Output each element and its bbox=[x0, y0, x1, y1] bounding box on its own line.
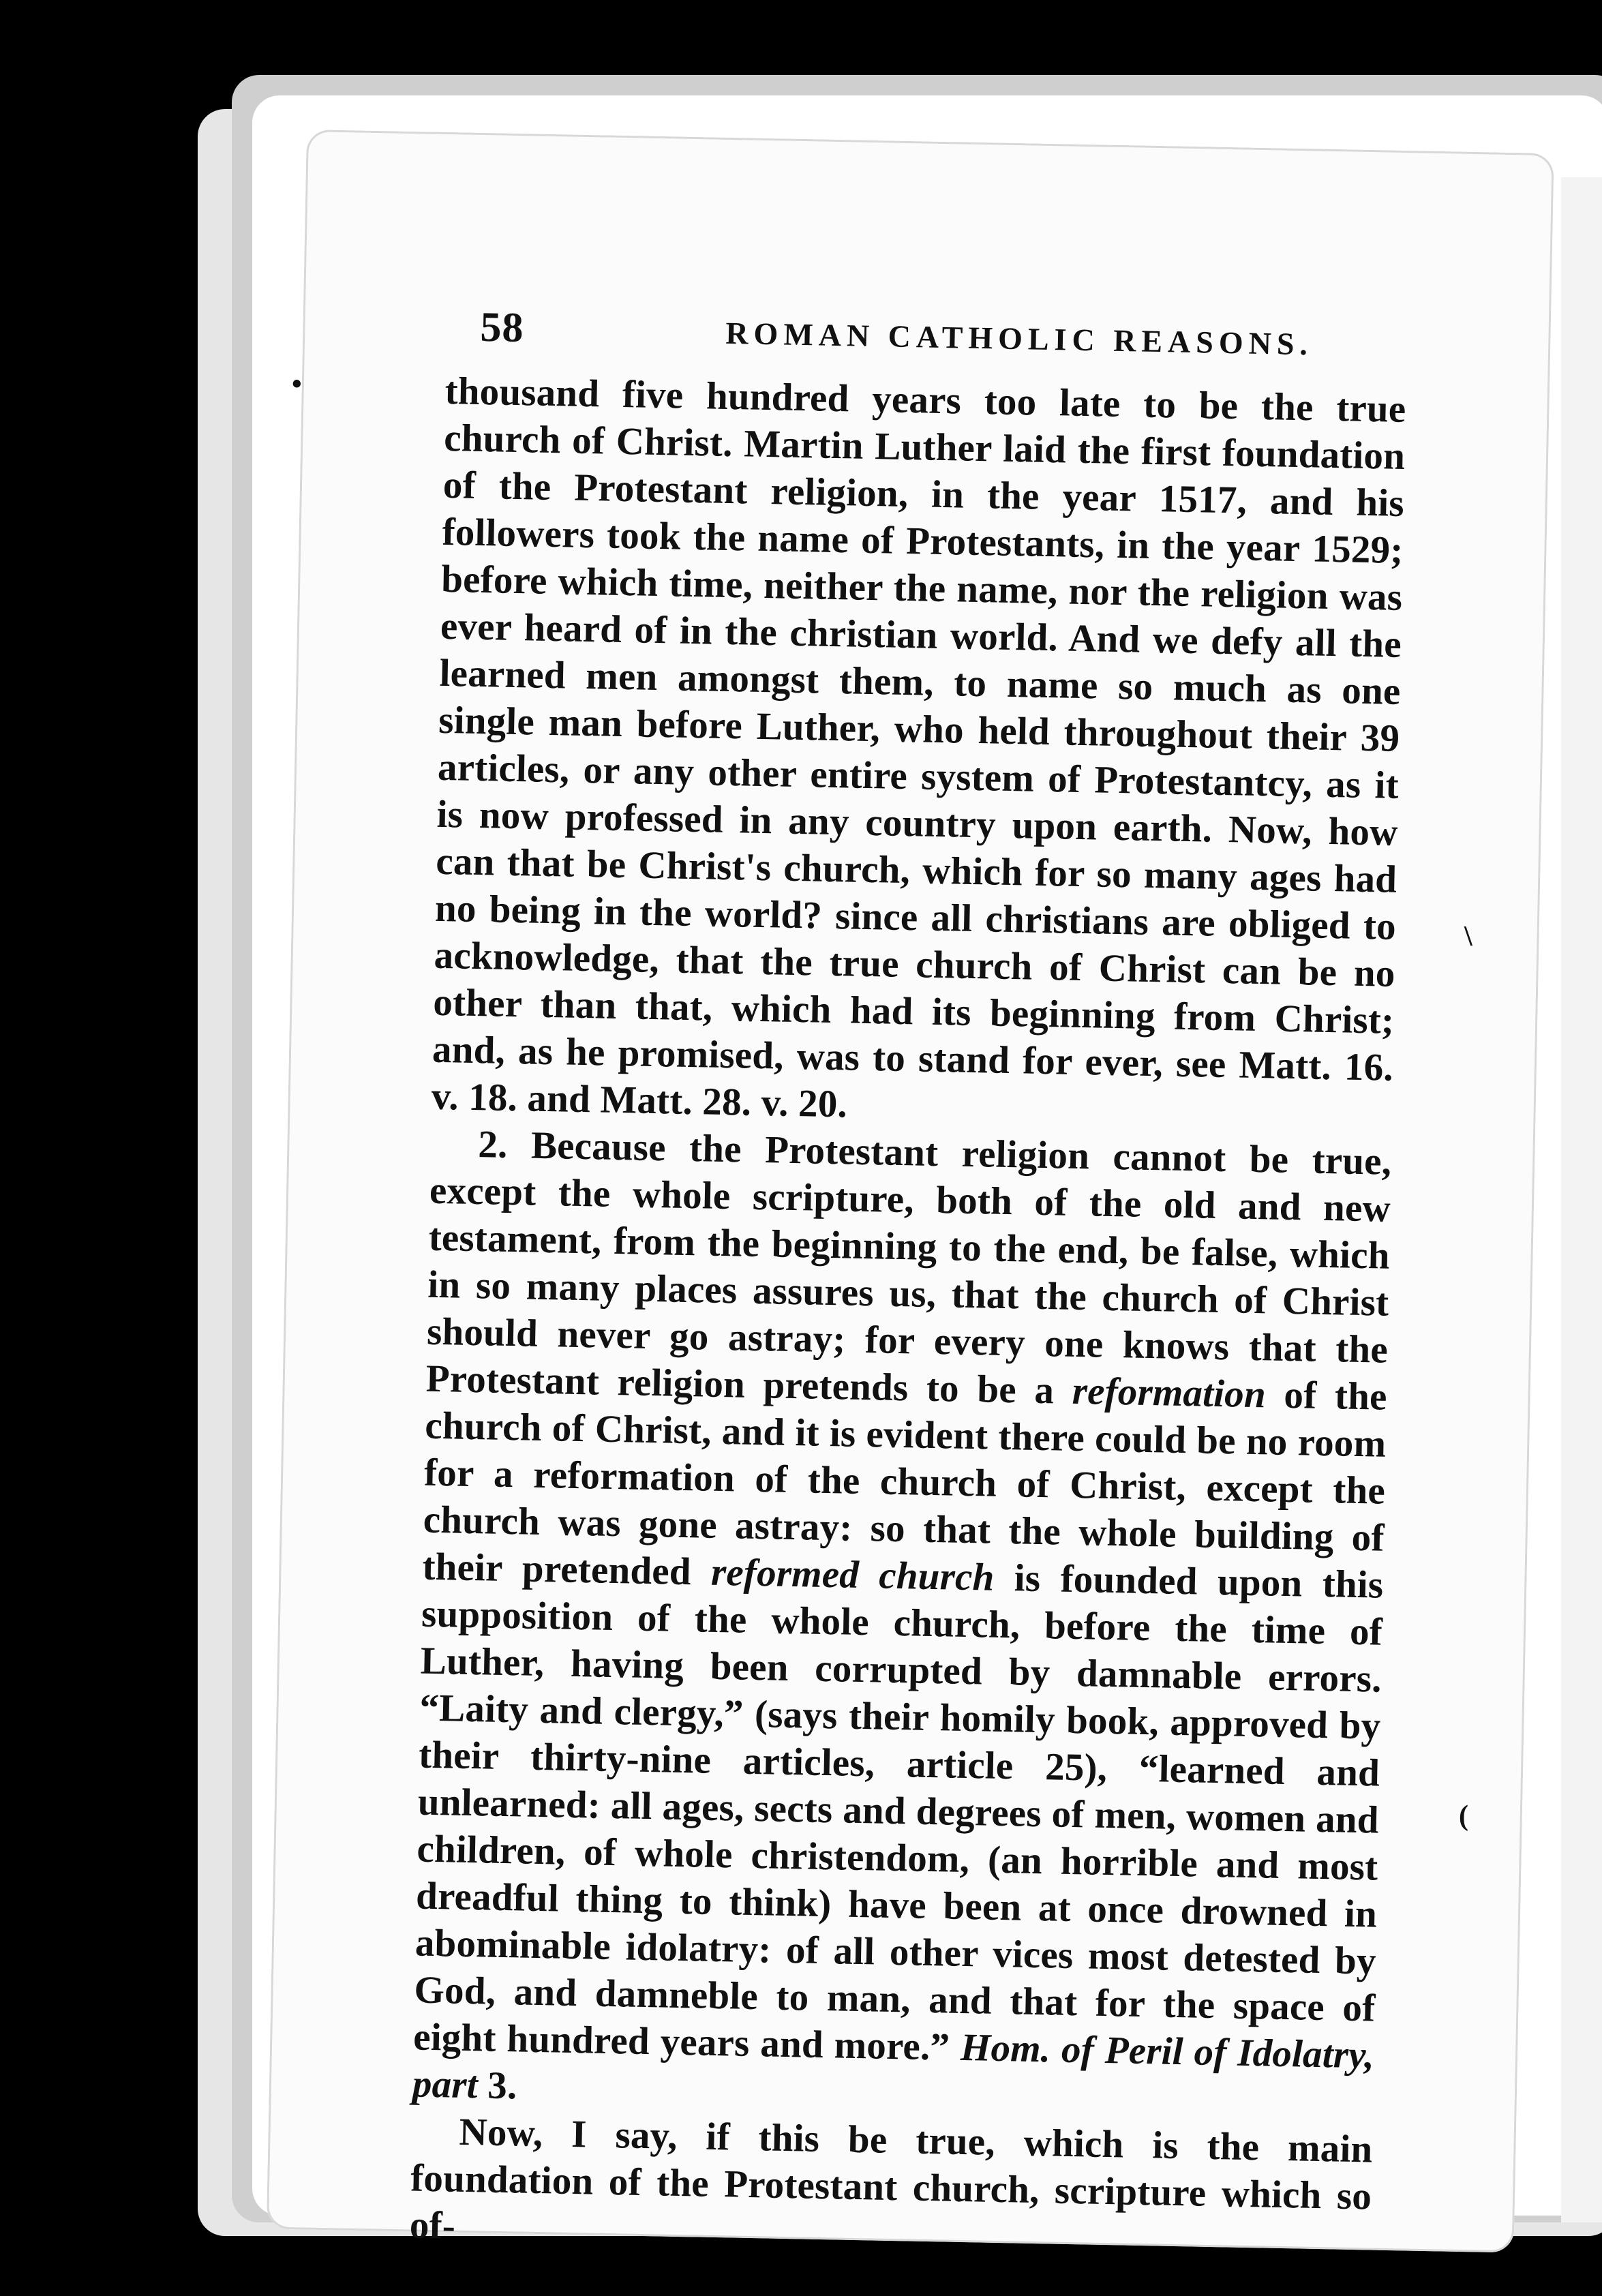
paragraph-1: thousand five hundred years too late to be the true church of Christ. Martin Luther laid the first foundation of the Protestant religion, in the year 1517, and his followers took the name of Protestants, in the year 1529; before which time, neither the name, nor the religion was ever heard of in the christian world. And we defy all the learned men amongst them, to name so much as one single man before Luther, who held throughout their 39 articles, or any other entire system of Protestantcy, as it is now professed in any country upon earth. Now, how can that be Christ's church, which for so many ages had no being in the world? since all christians are obliged to acknowledge, that the true church of Christ can be no other than that, which had its beginning from Christ; and, as he promised, was to stand for ever, see Matt. 16. v. 18. and Matt. 28. v. 20. bbox=[431, 369, 1407, 1126]
page-number: 58 bbox=[479, 303, 525, 352]
paragraph-2-part-2: of the church of Christ, and it is evident there could be no room for a reformation of the church of Christ, except the church was gone astray: so that the whole building of their pretended bbox=[421, 1373, 1388, 1594]
paragraph-2-part-1: 2. Because the Protestant religion cannot be true, except the whole scripture, both of the old and new testament, from the beginning to the end, be false, which in so many places assures us, that the church of Christ should never go astray; for every one knows that the Protestant religion pretends to be a bbox=[425, 1123, 1392, 1413]
facing-page-edge bbox=[1561, 177, 1602, 2222]
paragraph-2 bbox=[412, 1120, 1392, 2126]
citation-part-number: 3. bbox=[477, 2064, 518, 2108]
running-head: ROMAN CATHOLIC REASONS. bbox=[725, 315, 1314, 362]
paragraph-2-part-3: is founded upon this supposition of the whole church, before the time of Luther, having been corrupted by damnable errors. “Laity and clergy,” (says their homily book, approved by their thirty-nine articles, article 25), “learned and unlearned: all ages, sects and degrees of men, women and children, of whole christendom, (an horrible and most dreadful thing to think) have been at once drowned in abominable idolatry: of all other vices most detested by God, and damneble to man, and that for the space of eight hundred years and more.” bbox=[412, 1556, 1384, 2069]
paragraph-3: Now, I say, if this be true, which is the main foundation of the Protestant church, scripture which so of- bbox=[409, 2110, 1374, 2248]
margin-paren-mark: ( bbox=[1459, 1800, 1468, 1832]
margin-stroke-mark: \ bbox=[1464, 921, 1472, 952]
margin-dot-mark: • bbox=[292, 369, 302, 400]
homily-citation: Hom. of Peril of Idolatry, part bbox=[412, 2025, 1375, 2107]
reformed-church-emphasis: reformed church bbox=[710, 1550, 995, 1599]
body-text bbox=[409, 367, 1406, 2267]
reformation-emphasis: reformation bbox=[1072, 1369, 1267, 1417]
book-page bbox=[267, 130, 1554, 2253]
